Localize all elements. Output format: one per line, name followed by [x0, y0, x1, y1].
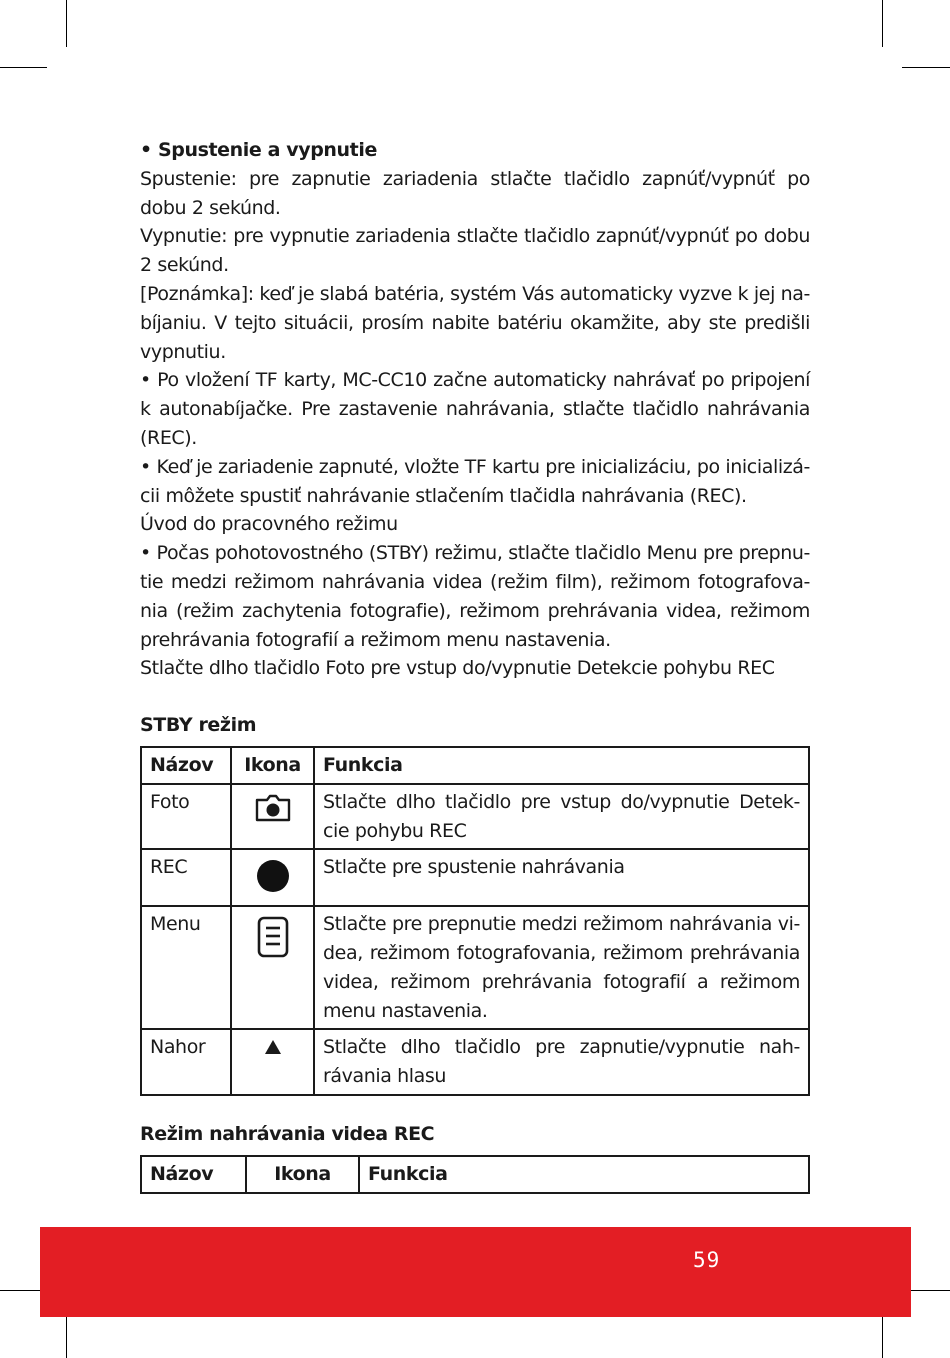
row-function: Stlačte dlho tlačidlo pre vstup do/vypnutie Detek-cie pohybu REC [314, 784, 809, 850]
table-row [141, 849, 809, 906]
header-name: Názov [141, 1156, 246, 1193]
header-name: Názov [141, 747, 231, 784]
footer-bar [40, 1227, 911, 1317]
stby-table [140, 746, 810, 1096]
motion-detect-text: Stlačte dlho tlačidlo Foto pre vstup do/vypnutie Detekcie pohybu REC [140, 657, 775, 680]
table-header-row [141, 1156, 809, 1193]
power-on-text: Spustenie: pre zapnutie zariadenia stlačte tlačidlo zapnúť/vypnúť po dobu 2 sekúnd. [140, 167, 810, 219]
table-row [141, 1029, 809, 1095]
init-text: • Keď je zariadenie zapnuté, vložte TF kartu pre inicializáciu, po inicializá-cii môžete spustiť nahrávanie stlačením tlačidla nahrávania (REC). [140, 455, 810, 507]
menu-icon [257, 916, 289, 958]
crop-mark [66, 1311, 67, 1358]
stby-title: STBY režim [140, 714, 257, 737]
mode-intro: Úvod do pracovného režimu [140, 513, 398, 536]
row-name: Nahor [141, 1029, 231, 1095]
table-row [141, 906, 809, 1029]
record-dot-icon [256, 859, 290, 893]
crop-mark [882, 0, 883, 47]
row-name: Foto [141, 784, 231, 850]
table-header-row [141, 747, 809, 784]
row-function: Stlačte dlho tlačidlo pre zapnutie/vypnutie nah-rávania hlasu [314, 1029, 809, 1095]
section-heading: • Spustenie a vypnutie [140, 139, 377, 161]
crop-mark [66, 0, 67, 47]
row-name: Menu [141, 906, 231, 1029]
row-function: Stlačte pre prepnutie medzi režimom nahrávania vi-dea, režimom fotografovania, režimom prehrávania videa, režimom prehrávania fotografií a režimom menu nastavenia. [314, 906, 809, 1029]
header-icon: Ikona [231, 747, 314, 784]
up-triangle-icon [264, 1039, 282, 1055]
power-off-text: Vypnutie: pre vypnutie zariadenia stlačte tlačidlo zapnúť/vypnúť po dobu 2 sekúnd. [140, 225, 810, 277]
battery-note: [Poznámka]: keď je slabá batéria, systém Vás automaticky vyzve k jej na-bíjaniu. V tejto situácii, prosím nabite batériu okamžite, aby ste predišli vypnutiu. [140, 282, 810, 363]
crop-mark [0, 67, 47, 68]
crop-mark [902, 67, 950, 68]
icon-cell [231, 906, 314, 1029]
page-number: 59 [693, 1248, 721, 1272]
row-name: REC [141, 849, 231, 906]
icon-cell [231, 1029, 314, 1095]
header-function: Funkcia [314, 747, 809, 784]
row-function: Stlačte pre spustenie nahrávania [314, 849, 809, 906]
mode-switch-text: • Počas pohotovostného (STBY) režimu, stlačte tlačidlo Menu pre prepnu-tie medzi režimom nahrávania videa (režim film), režimom fotografova-nia (režim zachytenia fotografie), režimom prehrávania videa, režimom prehrávania fotografií a režimom menu nastavenia. [140, 542, 810, 651]
header-icon: Ikona [246, 1156, 359, 1193]
tf-card-text: • Po vložení TF karty, MC-CC10 začne automaticky nahrávať po pripojení k autonabíjačke. Pre zastavenie nahrávania, stlačte tlačidlo nahrávania (REC). [140, 369, 810, 449]
rec-mode-table [140, 1155, 810, 1194]
page-content [140, 136, 810, 1194]
rec-mode-title: Režim nahrávania videa REC [140, 1122, 435, 1145]
header-function: Funkcia [359, 1156, 809, 1193]
icon-cell [231, 849, 314, 906]
camera-icon [254, 794, 292, 822]
crop-mark [882, 1311, 883, 1358]
table-row [141, 784, 809, 850]
icon-cell [231, 784, 314, 850]
